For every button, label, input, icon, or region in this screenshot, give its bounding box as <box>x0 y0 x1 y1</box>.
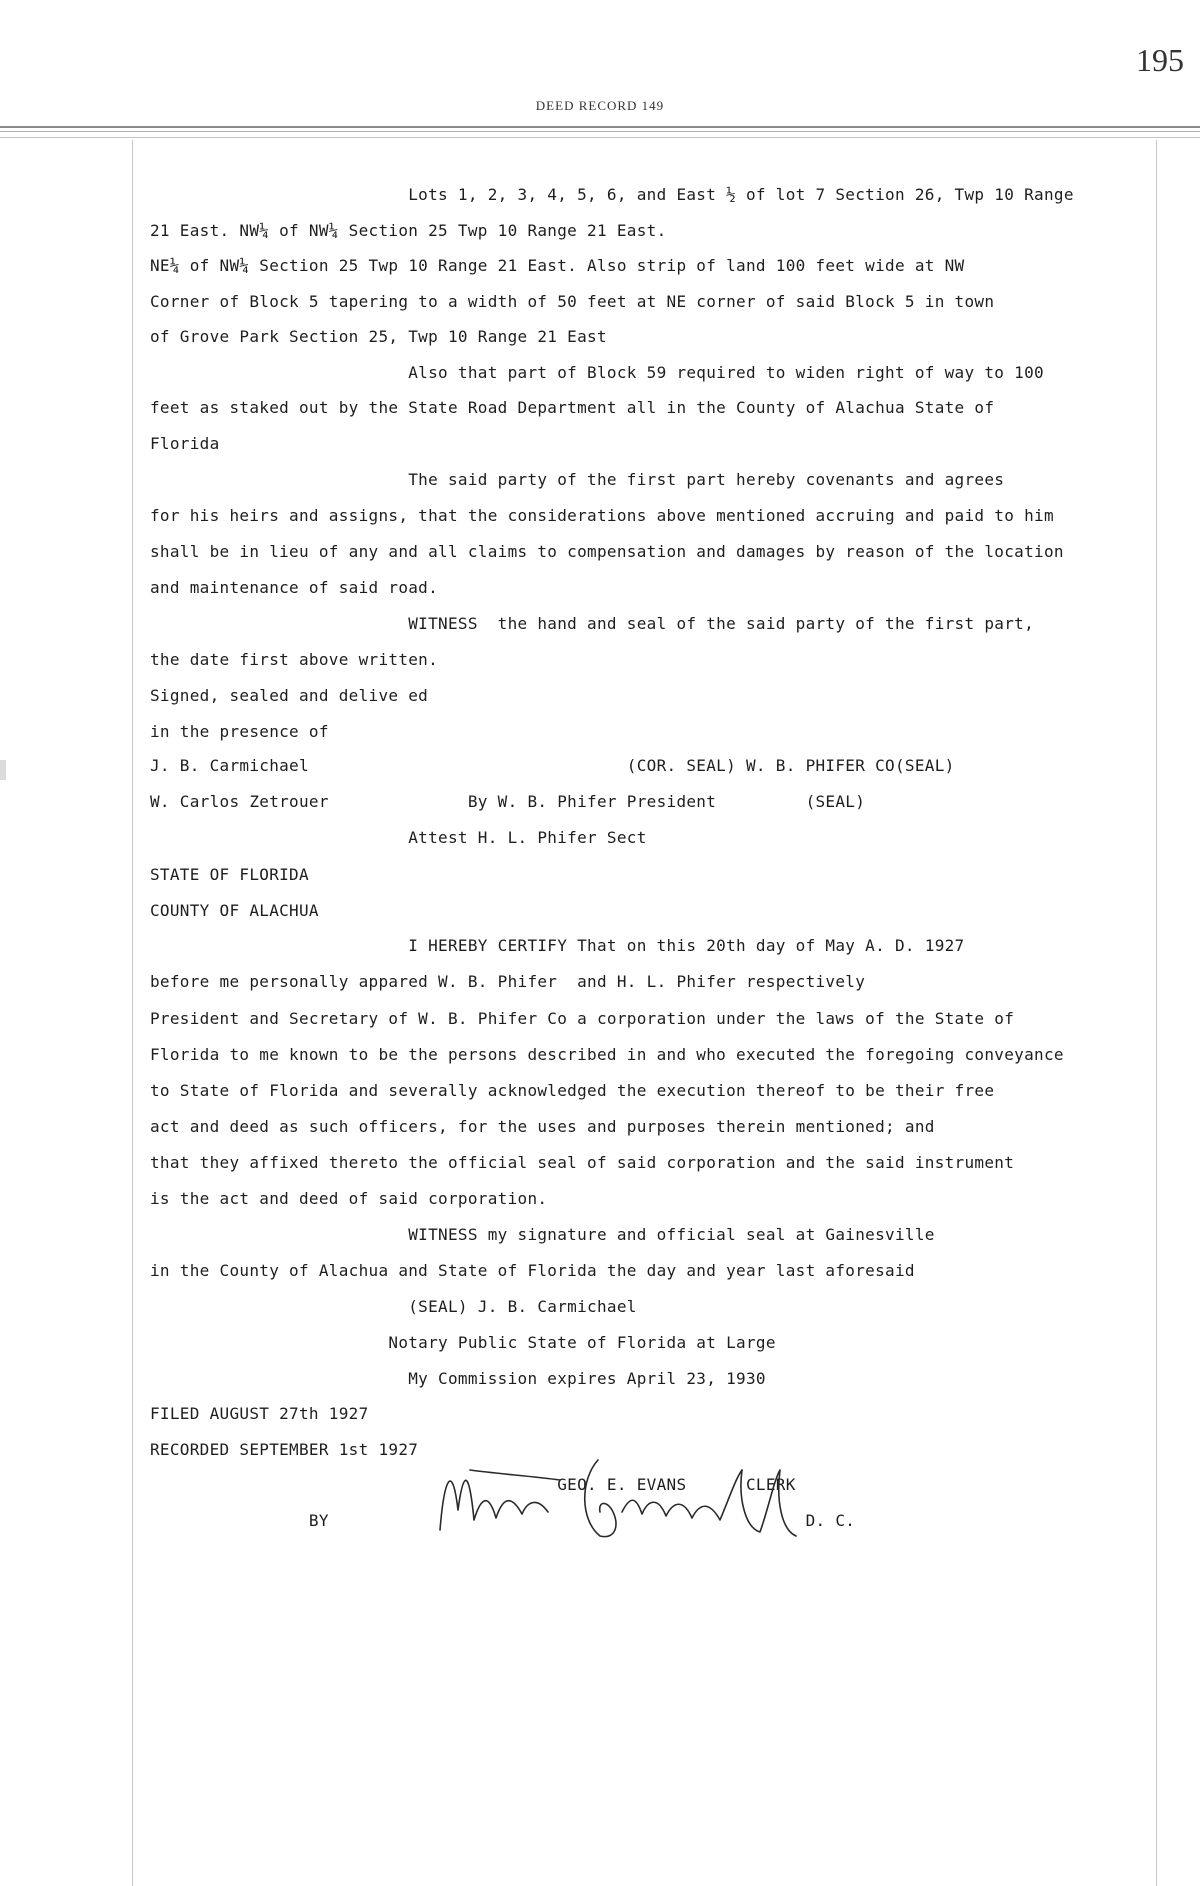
text-line: in the County of Alachua and State of Florida the day and year last aforesaid <box>150 1261 915 1280</box>
text-line: WITNESS my signature and official seal at Gainesville <box>150 1225 935 1244</box>
text-line: and maintenance of said road. <box>150 578 439 597</box>
text-line: the date first above written. <box>150 650 439 669</box>
text-line: to State of Florida and severally acknowledged the execution thereof to be their free <box>150 1081 995 1100</box>
text-line: Lots 1, 2, 3, 4, 5, 6, and East ½ of lot 7 Section 26, Twp 10 Range <box>150 185 1074 204</box>
text-line: J. B. Carmichael (COR. SEAL) W. B. PHIFER CO(SEAL) <box>150 756 955 775</box>
text-line: (SEAL) J. B. Carmichael <box>150 1297 637 1316</box>
text-line: is the act and deed of said corporation. <box>150 1189 548 1208</box>
text-line: Florida to me known to be the persons described in and who executed the foregoing conveyance <box>150 1045 1064 1064</box>
text-line: Attest H. L. Phifer Sect <box>150 828 647 847</box>
text-line: The said party of the first part hereby covenants and agrees <box>150 470 1005 489</box>
text-line: Corner of Block 5 tapering to a width of 50 feet at NE corner of said Block 5 in town <box>150 292 995 311</box>
text-line: NE¼ of NW¼ Section 25 Twp 10 Range 21 East. Also strip of land 100 feet wide at NW <box>150 256 965 275</box>
text-line: Florida <box>150 434 220 453</box>
text-line: My Commission expires April 23, 1930 <box>150 1369 766 1388</box>
text-line: W. Carlos Zetrouer By W. B. Phifer President (SEAL) <box>150 792 866 811</box>
text-line: STATE OF FLORIDA <box>150 865 309 884</box>
text-line: Also that part of Block 59 required to widen right of way to 100 <box>150 363 1044 382</box>
header-rule-bottom <box>0 137 1200 138</box>
text-line: President and Secretary of W. B. Phifer Co a corporation under the laws of the State of <box>150 1009 1015 1028</box>
text-line: that they affixed thereto the official seal of said corporation and the said instrument <box>150 1153 1015 1172</box>
header-rule-mid <box>0 131 1200 132</box>
header-rule-top <box>0 126 1200 128</box>
text-line: Notary Public State of Florida at Large <box>150 1333 776 1352</box>
text-line: BY D. C. <box>150 1511 856 1530</box>
text-line: of Grove Park Section 25, Twp 10 Range 21 East <box>150 327 607 346</box>
text-line: I HEREBY CERTIFY That on this 20th day of May A. D. 1927 <box>150 936 965 955</box>
page-edge-mark <box>0 760 6 780</box>
text-line: feet as staked out by the State Road Department all in the County of Alachua State of <box>150 398 995 417</box>
text-line: COUNTY OF ALACHUA <box>150 901 319 920</box>
text-line: GEO. E. EVANS CLERK <box>150 1475 796 1494</box>
deputy-clerk-signature <box>430 1440 850 1560</box>
text-line: act and deed as such officers, for the uses and purposes therein mentioned; and <box>150 1117 935 1136</box>
text-line: FILED AUGUST 27th 1927 <box>150 1404 369 1423</box>
text-line: WITNESS the hand and seal of the said party of the first part, <box>150 614 1035 633</box>
running-head: DEED RECORD 149 <box>535 98 665 113</box>
text-line: before me personally appared W. B. Phifer and H. L. Phifer respectively <box>150 972 866 991</box>
text-line: 21 East. NW¼ of NW¼ Section 25 Twp 10 Range 21 East. <box>150 221 667 240</box>
text-line: RECORDED SEPTEMBER 1st 1927 <box>150 1440 419 1459</box>
text-line: shall be in lieu of any and all claims to compensation and damages by reason of the location <box>150 542 1064 561</box>
left-margin-line <box>132 140 133 1886</box>
text-line: Signed, sealed and delive ed <box>150 686 429 705</box>
right-margin-line <box>1156 140 1157 1886</box>
text-line: in the presence of <box>150 722 329 741</box>
page-number: 195 <box>1136 42 1184 78</box>
text-line: for his heirs and assigns, that the considerations above mentioned accruing and paid to him <box>150 506 1054 525</box>
